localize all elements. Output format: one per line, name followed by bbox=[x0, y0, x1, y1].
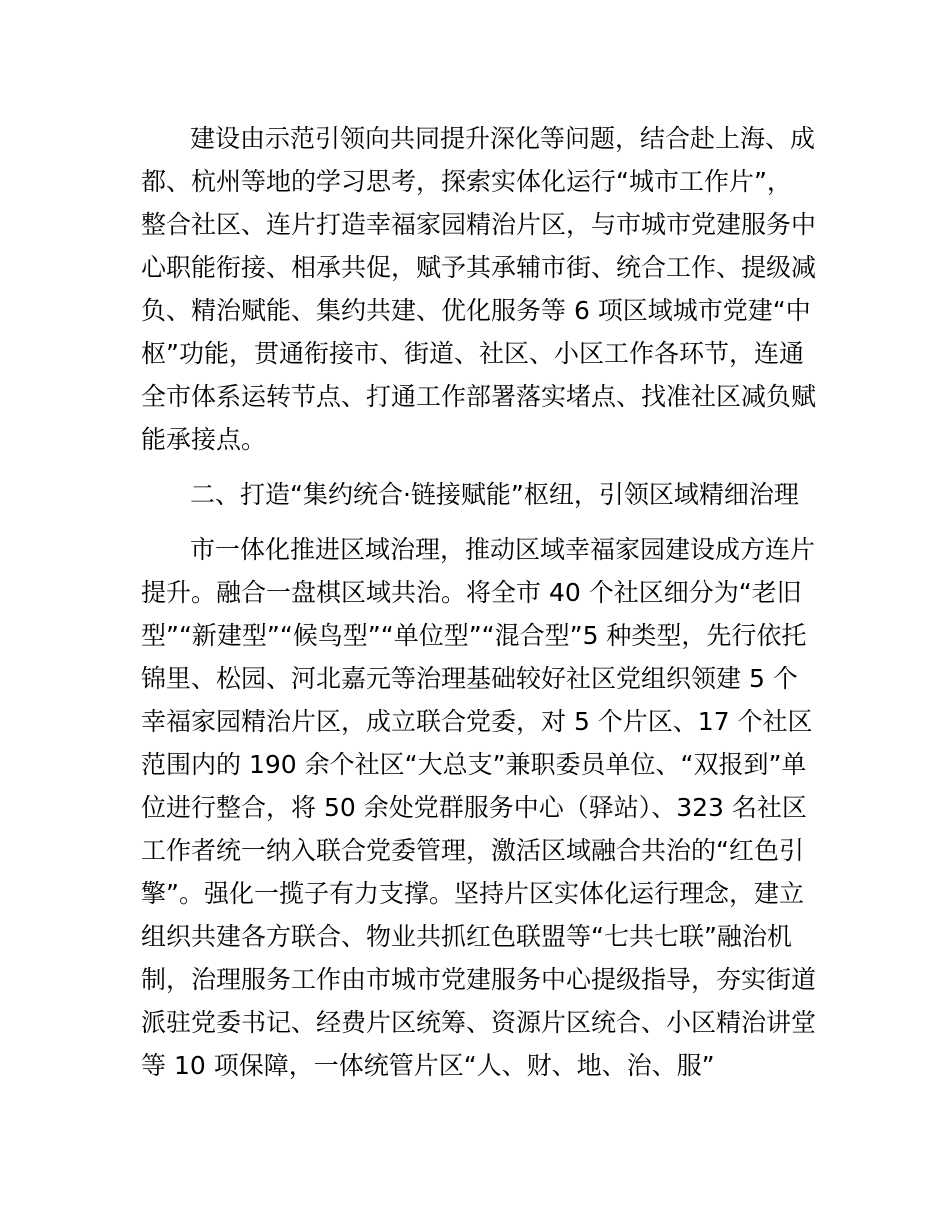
section-heading: 二、打造“集约统合·链接赋能”枢纽，引领区域精细治理 bbox=[190, 480, 799, 509]
paragraph-1-line-2: 都、杭州等地的学习思考，探索实体化运行“城市工作片”， bbox=[141, 167, 792, 196]
paragraph-2-line-1: 市一体化推进区域治理，推动区域幸福家园建设成方连片 bbox=[190, 535, 816, 564]
paragraph-1-line-4: 心职能衔接、相承共促，赋予其承辅市街、统合工作、提级减 bbox=[141, 253, 817, 282]
paragraph-1-line-8: 能承接点。 bbox=[141, 425, 267, 454]
paragraph-2-line-12: 派驻党委书记、经费片区统筹、资源片区统合、小区精治讲堂 bbox=[141, 1008, 817, 1037]
paragraph-2-line-13: 等 10 项保障，一体统管片区“人、财、地、治、服” bbox=[141, 1051, 715, 1080]
paragraph-2-line-8: 工作者统一纳入联合党委管理，激活区域融合共治的“红色引 bbox=[141, 836, 804, 865]
paragraph-1-line-5: 负、精治赋能、集约共建、优化服务等 6 项区域城市党建“中 bbox=[141, 296, 811, 325]
paragraph-1-line-7: 全市体系运转节点、打通工作部署落实堵点、找准社区减负赋 bbox=[141, 382, 817, 411]
paragraph-2-line-6: 范围内的 190 余个社区“大总支”兼职委员单位、“双报到”单 bbox=[141, 750, 807, 779]
paragraph-2-line-2: 提升。融合一盘棋区域共治。将全市 40 个社区细分为“老旧 bbox=[141, 578, 802, 607]
paragraph-1-line-6: 枢”功能，贯通衔接市、街道、社区、小区工作各环节，连通 bbox=[141, 339, 804, 368]
paragraph-2-line-11: 制，治理服务工作由市城市党建服务中心提级指导，夯实街道 bbox=[141, 965, 817, 994]
paragraph-1-line-3: 整合社区、连片打造幸福家园精治片区，与市城市党建服务中 bbox=[141, 210, 817, 239]
paragraph-2-line-10: 组织共建各方联合、物业共抓红色联盟等“七共七联”融治机 bbox=[141, 922, 792, 951]
paragraph-2-line-4: 锦里、松园、河北嘉元等治理基础较好社区党组织领建 5 个 bbox=[141, 664, 798, 693]
paragraph-1-line-1: 建设由示范引领向共同提升深化等问题，结合赴上海、成 bbox=[190, 124, 816, 153]
paragraph-2-line-3: 型”“新建型”“候鸟型”“单位型”“混合型”5 种类型，先行依托 bbox=[141, 621, 807, 650]
paragraph-2-line-5: 幸福家园精治片区，成立联合党委，对 5 个片区、17 个社区 bbox=[141, 707, 813, 736]
paragraph-2-line-7: 位进行整合，将 50 余处党群服务中心（驿站）、323 名社区 bbox=[141, 793, 807, 822]
paragraph-2-line-9: 擎”。强化一揽子有力支撑。坚持片区实体化运行理念，建立 bbox=[141, 879, 804, 908]
